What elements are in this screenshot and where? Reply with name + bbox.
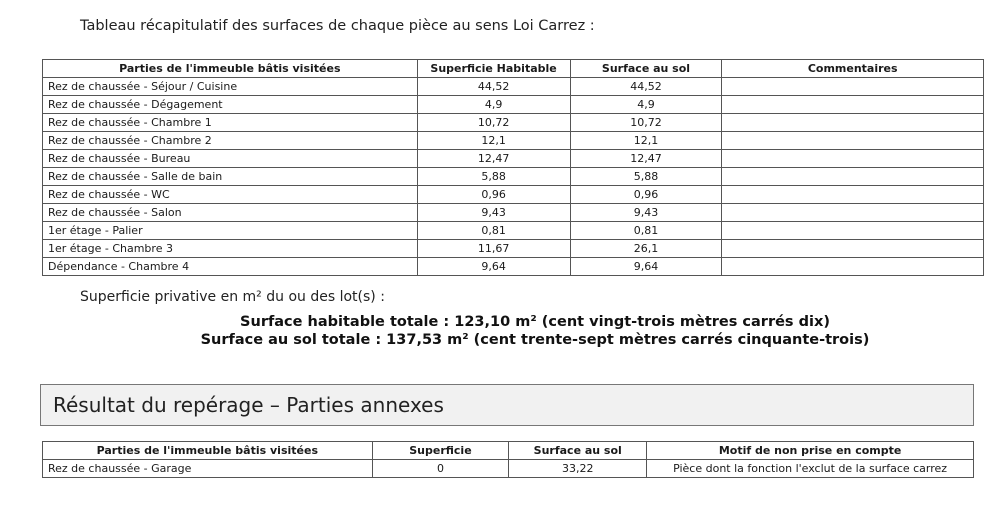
cell-sol: 0,81 [570, 222, 722, 240]
cell-commentaire [722, 222, 984, 240]
cell-commentaire [722, 150, 984, 168]
intro-text: Tableau récapitulatif des surfaces de chaque pièce au sens Loi Carrez : [80, 18, 595, 34]
privative-label: Superficie privative en m² du ou des lot(s) : [80, 289, 385, 305]
cell-commentaire [722, 186, 984, 204]
cell-commentaire [722, 168, 984, 186]
cell-habitable: 9,43 [417, 204, 570, 222]
header-piece: Parties de l'immeuble bâtis visitées [43, 60, 418, 78]
cell-sol: 9,64 [570, 258, 722, 276]
table-row [43, 78, 984, 96]
cell-piece: Rez de chaussée - Salle de bain [43, 168, 418, 186]
cell-piece: Rez de chaussée - Bureau [43, 150, 418, 168]
table-row [43, 114, 984, 132]
cell-habitable: 44,52 [417, 78, 570, 96]
cell-sol: 4,9 [570, 96, 722, 114]
cell-commentaire [722, 258, 984, 276]
header-sol: Surface au sol [509, 442, 647, 460]
table-row [43, 150, 984, 168]
table-header-row [43, 442, 974, 460]
cell-sol: 26,1 [570, 240, 722, 258]
cell-piece: 1er étage - Palier [43, 222, 418, 240]
cell-habitable: 0,96 [417, 186, 570, 204]
table-row [43, 258, 984, 276]
cell-commentaire [722, 114, 984, 132]
total-habitable: Surface habitable totale : 123,10 m² (cent vingt-trois mètres carrés dix) [240, 314, 830, 330]
cell-piece: Rez de chaussée - Chambre 1 [43, 114, 418, 132]
cell-commentaire [722, 240, 984, 258]
total-sol: Surface au sol totale : 137,53 m² (cent trente-sept mètres carrés cinquante-trois) [200, 332, 870, 348]
cell-motif: Pièce dont la fonction l'exclut de la surface carrez [647, 460, 974, 478]
table-row [43, 132, 984, 150]
table-row [43, 240, 984, 258]
cell-habitable: 11,67 [417, 240, 570, 258]
cell-piece: Rez de chaussée - WC [43, 186, 418, 204]
cell-piece: Rez de chaussée - Chambre 2 [43, 132, 418, 150]
rooms-surface-table [42, 59, 984, 276]
cell-superficie: 0 [372, 460, 509, 478]
table-row [43, 168, 984, 186]
header-superficie: Superficie [372, 442, 509, 460]
table-row [43, 460, 974, 478]
header-sol: Surface au sol [570, 60, 722, 78]
table-header-row [43, 60, 984, 78]
cell-piece: Rez de chaussée - Salon [43, 204, 418, 222]
table-row [43, 96, 984, 114]
table-row [43, 222, 984, 240]
cell-habitable: 5,88 [417, 168, 570, 186]
cell-habitable: 10,72 [417, 114, 570, 132]
cell-piece: Rez de chaussée - Dégagement [43, 96, 418, 114]
cell-commentaire [722, 96, 984, 114]
cell-sol: 9,43 [570, 204, 722, 222]
cell-habitable: 0,81 [417, 222, 570, 240]
header-motif: Motif de non prise en compte [647, 442, 974, 460]
cell-sol: 10,72 [570, 114, 722, 132]
cell-commentaire [722, 132, 984, 150]
annex-surface-table [42, 441, 974, 478]
cell-habitable: 4,9 [417, 96, 570, 114]
cell-sol: 12,47 [570, 150, 722, 168]
cell-piece: 1er étage - Chambre 3 [43, 240, 418, 258]
header-habitable: Superficie Habitable [417, 60, 570, 78]
cell-commentaire [722, 204, 984, 222]
cell-piece: Rez de chaussée - Garage [43, 460, 373, 478]
table-row [43, 204, 984, 222]
cell-piece: Dépendance - Chambre 4 [43, 258, 418, 276]
header-commentaires: Commentaires [722, 60, 984, 78]
header-piece: Parties de l'immeuble bâtis visitées [43, 442, 373, 460]
cell-sol: 5,88 [570, 168, 722, 186]
cell-sol: 44,52 [570, 78, 722, 96]
cell-habitable: 12,1 [417, 132, 570, 150]
cell-sol: 0,96 [570, 186, 722, 204]
cell-piece: Rez de chaussée - Séjour / Cuisine [43, 78, 418, 96]
cell-commentaire [722, 78, 984, 96]
cell-sol: 33,22 [509, 460, 647, 478]
cell-habitable: 9,64 [417, 258, 570, 276]
table-row [43, 186, 984, 204]
cell-sol: 12,1 [570, 132, 722, 150]
annex-section-title: Résultat du repérage – Parties annexes [40, 384, 974, 426]
cell-habitable: 12,47 [417, 150, 570, 168]
